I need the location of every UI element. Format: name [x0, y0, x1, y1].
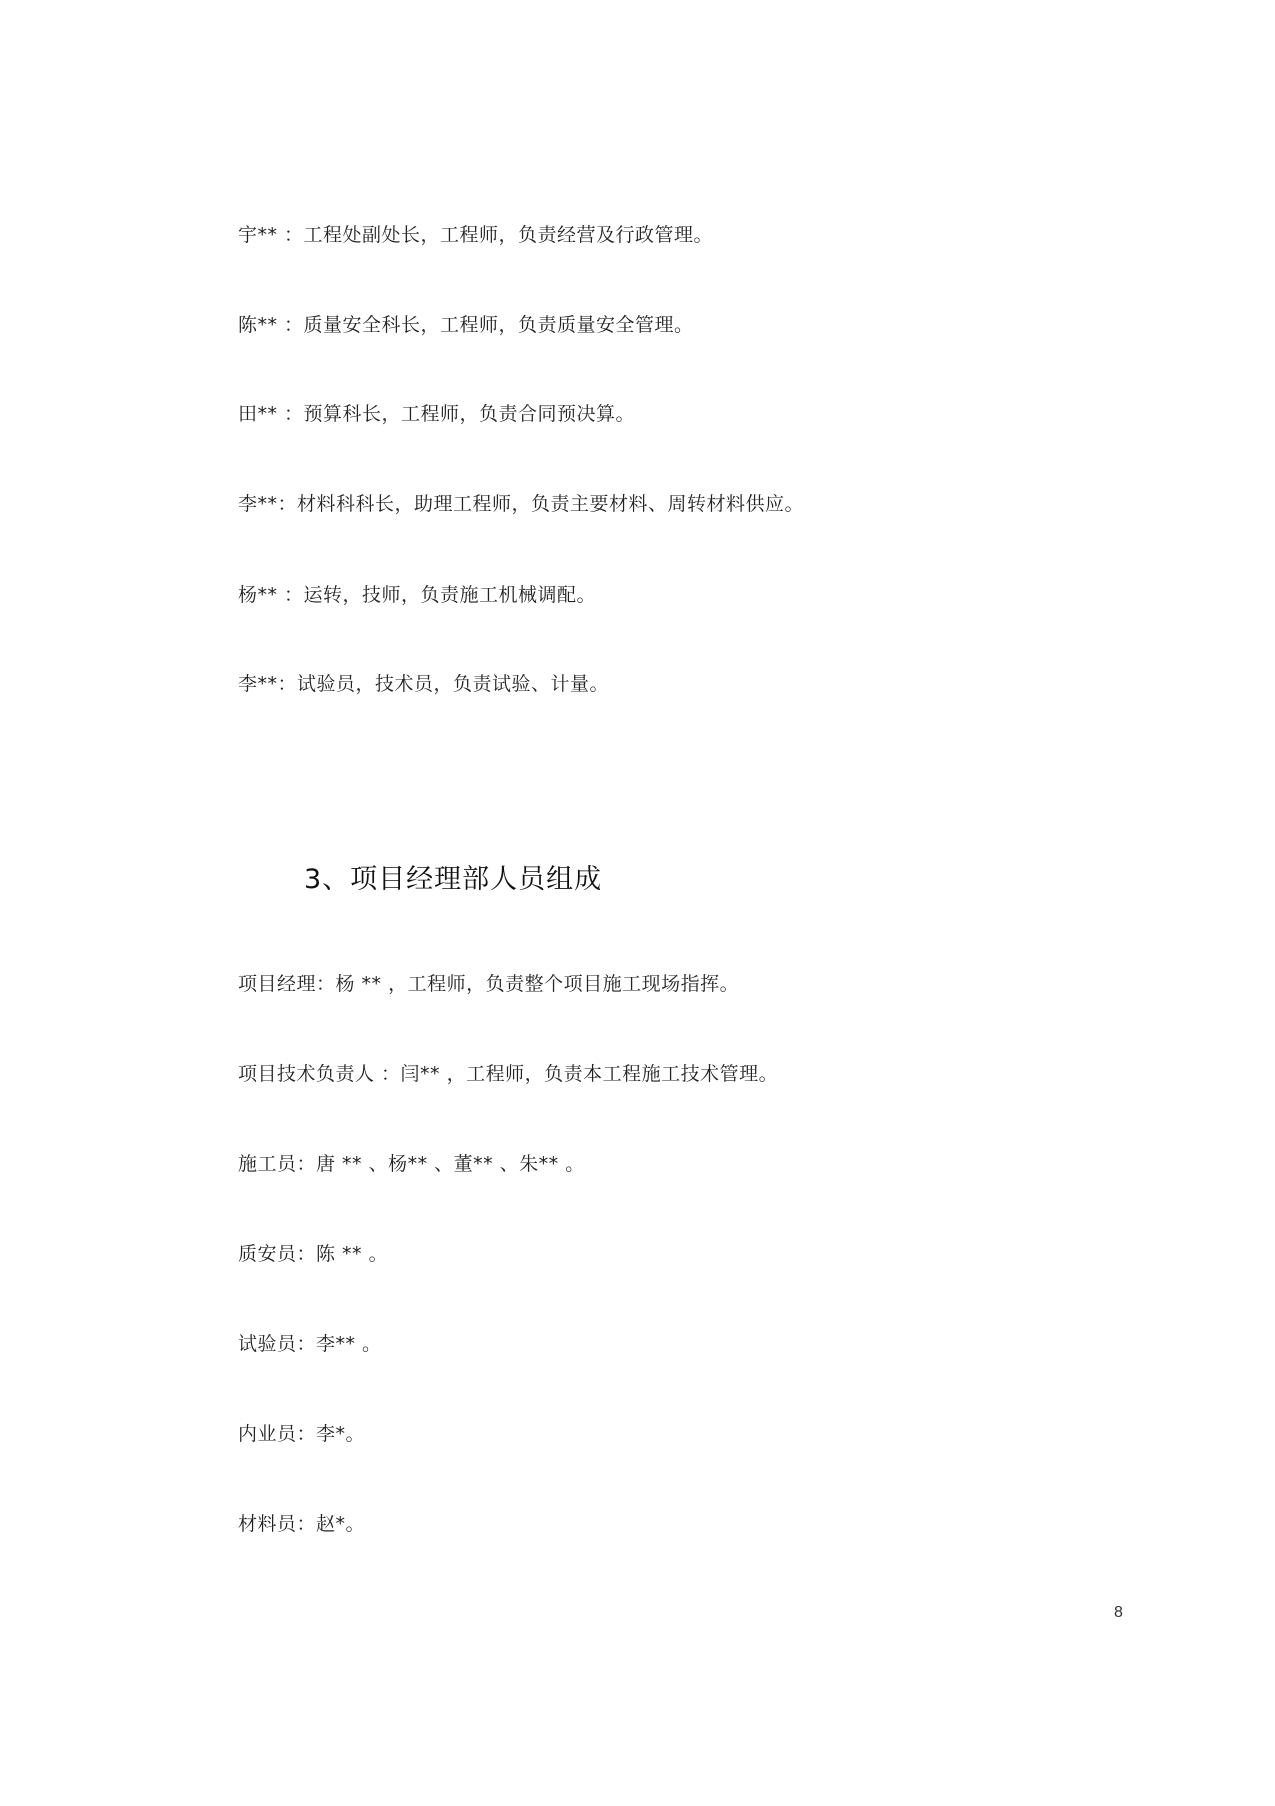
page-number: 8 — [1114, 1604, 1123, 1621]
project-staff-line-7: 材料员：赵*。 — [238, 1513, 366, 1535]
staff-line-4: 李**：材料科科长，助理工程师，负责主要材料、周转材料供应。 — [238, 493, 805, 515]
project-staff-line-1: 项目经理：杨 ** ，工程师，负责整个项目施工现场指挥。 — [238, 973, 740, 995]
staff-line-5: 杨** ：运转，技师，负责施工机械调配。 — [238, 584, 597, 606]
staff-line-2: 陈** ：质量安全科长，工程师，负责质量安全管理。 — [238, 314, 694, 336]
project-staff-line-5: 试验员：李** 。 — [238, 1333, 382, 1355]
staff-line-1: 宇** ：工程处副处长，工程师，负责经营及行政管理。 — [238, 224, 714, 246]
project-staff-line-4: 质安员：陈 ** 。 — [238, 1243, 389, 1265]
project-staff-line-6: 内业员：李*。 — [238, 1423, 366, 1445]
project-staff-line-3: 施工员：唐 ** 、杨** 、董** 、朱** 。 — [238, 1153, 585, 1175]
staff-line-6: 李**：试验员，技术员，负责试验、计量。 — [238, 673, 610, 695]
staff-line-3: 田** ：预算科长，工程师，负责合同预决算。 — [238, 403, 636, 425]
section-heading: 3、项目经理部人员组成 — [304, 864, 603, 895]
project-staff-line-2: 项目技术负责人 ：闫** ，工程师，负责本工程施工技术管理。 — [238, 1063, 779, 1085]
